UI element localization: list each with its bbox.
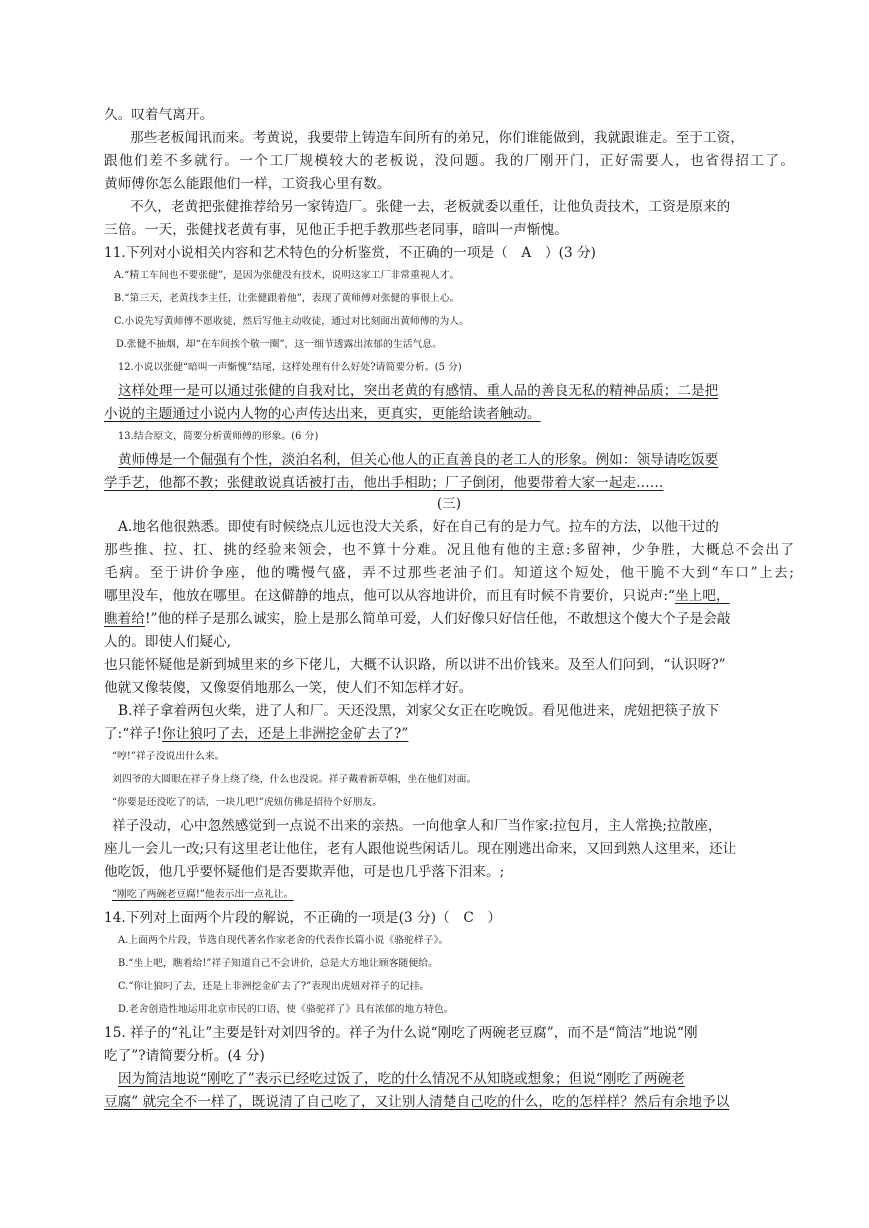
q12-answer: 小说的主题通过小说内人物的心声传达出来，更真实，更能给读者触动。 [104, 406, 541, 422]
q11-option-a: A.“精工车间也不要张健”，是因为张健没有技术，说明这家工厂非常重视人才。 [114, 270, 460, 281]
text-line: 黄师傅你怎么能跟他们一样，工资我心里有数。 [104, 176, 391, 192]
text-line: 他就又像装傻，又像耍俏地那么一笑，使人们不知怎样才好。 [104, 680, 473, 696]
text-line: 人的。即使人们疑心, [104, 634, 232, 650]
q11-option-c: C.小说先写黄师傅不愿收徒，然后写他主动收徒，通过对比刻面出黄师傅的为人。 [114, 316, 470, 327]
q11-option-d: D.张健不抽烟，却“在车间挨个敬一圈”，这一细节透露出浓郁的生活气息。 [116, 339, 443, 350]
q11-option-b: B.“第三天，老黄找李主任，让张健跟着他”，表现了黄师傅对张健的事很上心。 [114, 293, 460, 304]
text-line: 久。叹着气离开。 [104, 107, 214, 123]
text-line: A.地名他很熟悉。即使有时候绕点儿远也没大关系，好在自己有的是力气。拉车的方法，以他干过的 [118, 519, 719, 535]
q14-option-b: B.“坐上吧，瞧着给!”祥子知道自己不会讲价，总是大方地让顾客随便给。 [118, 958, 438, 969]
question-11-stem: 11.下列对小说相关内容和艺术特色的分析鉴赏，不正确的一项是（ A ）(3 分) [104, 245, 597, 261]
text-line [104, 723, 794, 745]
text-line: 祥子没动，心中忽然感觉到一点说不出来的亲热。一向他拿人和厂当作家:拉包月，主人常换;拉散座， [112, 818, 722, 834]
text-span: 哪里没车，他放在哪里。在这僻静的地点，他可以从容地讲价，而且有时候不肯要价，只说声:“ [104, 588, 676, 604]
text-line: B.祥子拿着两包火柴，进了人和厂。天还没黑，刘家父女正在吃晚饭。看见他进来，虎妞把筷子放下 [118, 703, 720, 719]
q15-answer: 豆腐” 就完全不一样了，既说清了自己吃了，又让别人清楚自己吃的什么，吃的怎样样？然后有余地予以 [104, 1094, 730, 1110]
question-15-stem: 吃了”?请简要分析。(4 分) [104, 1048, 265, 1064]
text-line [104, 608, 794, 630]
q14-option-d: D.老舍创造性地运用北京市民的口语，使《骆驼祥了》具有浓郁的地方特色。 [118, 1004, 454, 1015]
underlined-quote: 瞧着给 [104, 611, 145, 627]
text-line: “哼!”祥子没说出什么来。 [112, 751, 225, 762]
question-14-stem: 14.下列对上面两个片段的解说，不正确的一项是(3 分)（ C ） [104, 910, 502, 926]
text-line: 跟他们差不多就行。一个工厂规模较大的老板说，没问题。我的厂刚开门，正好需要人，也省得招工了。 [104, 153, 794, 169]
text-line: 不久，老黄把张健推荐给另一家铸造厂。张健一去，老板就委以重任，让他负责技术，工资是原来的 [130, 199, 731, 215]
text-line: “你要是还没吃了的话，一块儿吧!”虎妞仿佛是招待个好朋友。 [112, 797, 383, 808]
text-line: 座儿一会儿一改;只有这里老让他住，老有人跟他说些闲话儿。现在刚逃出命来，又回到熟人这里来，还让 [104, 841, 737, 857]
text-span: 了:“祥子! [104, 726, 163, 742]
text-line: 三倍。一天，张健找老黄有事，见他正手把手教那些老同事，暗叫一声惭愧。 [104, 222, 568, 238]
q13-answer: 黄师傅是一个倔强有个性，淡泊名利，但关心他人的正直善良的老工人的形象。例如：领导请吃饭要 [118, 452, 719, 468]
text-line: 他吃饭，他几乎要怀疑他们是否要欺弄他，可是也几乎落下泪来。; [104, 864, 505, 880]
underlined-quote: 你让狼叼了去，还是上非洲挖金矿去了?” [162, 726, 409, 742]
underlined-quote: “刚吃了两碗老豆腐!”他表示出一点礼让。 [112, 889, 294, 900]
question-15-stem: 15. 祥子的“礼让”主要是针对刘四爷的。祥子为什么说“刚吃了两碗老豆腐”，而不是“简洁”地说“刚 [104, 1025, 698, 1041]
section-heading: (三) [436, 496, 462, 512]
q13-answer: 学手艺，他都不教；张健敢说真话被打击，他出手相助；厂子倒闭，他要带着大家一起走…… [104, 475, 664, 491]
text-line [104, 585, 794, 607]
text-line: 那些推、拉、扛、挑的经验来领会，也不算十分难。况且他有他的主意:多留神，少争胜，大概总不会出了 [104, 542, 794, 558]
question-13-stem: 13.结合原文，简要分析黄师傅的形象。(6 分) [118, 431, 319, 442]
q12-answer: 这样处理一是可以通过张健的自我对比，突出老黄的有感情、重人品的善良无私的精神品质；二是把 [118, 383, 719, 399]
underlined-quote: 坐上吧， [675, 588, 730, 604]
text-line: 毛病。至于讲价争座，他的嘴慢气盛，弄不过那些老油子们。知道这个短处，他干脆不大到“车口”上去; [104, 565, 794, 581]
text-line: 那些老板闻讯而来。考黄说，我要带上铸造车间所有的弟兄，你们谁能做到，我就跟谁走。至于工资， [130, 130, 744, 146]
q14-option-a: A.上面两个片段，节选自现代著名作家老舍的代表作长篇小说《骆驼样子》。 [118, 935, 449, 946]
text-line: 也只能怀疑他是新到城里来的乡下佬儿，大概不认识路，所以讲不出价钱来。及至人们问到，“认识呀?” [104, 657, 726, 673]
q14-option-c: C.“你让狼叼了去，还是上非洲挖金矿去了?”表现出虎妞对祥子的记挂。 [118, 981, 430, 992]
text-span: !”他的样子是那么诚实，脸上是那么简单可爱，人们好像只好信任他，不敢想这个傻大个子是会敲 [144, 611, 731, 627]
question-12-stem: 12.小说以张健“暗叫一声惭愧”结尾，这样处理有什么好处?请简要分析。(5 分) [118, 362, 462, 373]
text-line: 刘四爷的大圆眼在祥子身上绕了绕，什么也没说。祥子戴着新草帽，坐在他们对面。 [112, 774, 477, 785]
q15-answer: 因为简洁地说“刚吃了”表示已经吃过饭了，吃的什么情况不从知晓或想象；但说“刚吃了两碗老 [118, 1071, 685, 1087]
